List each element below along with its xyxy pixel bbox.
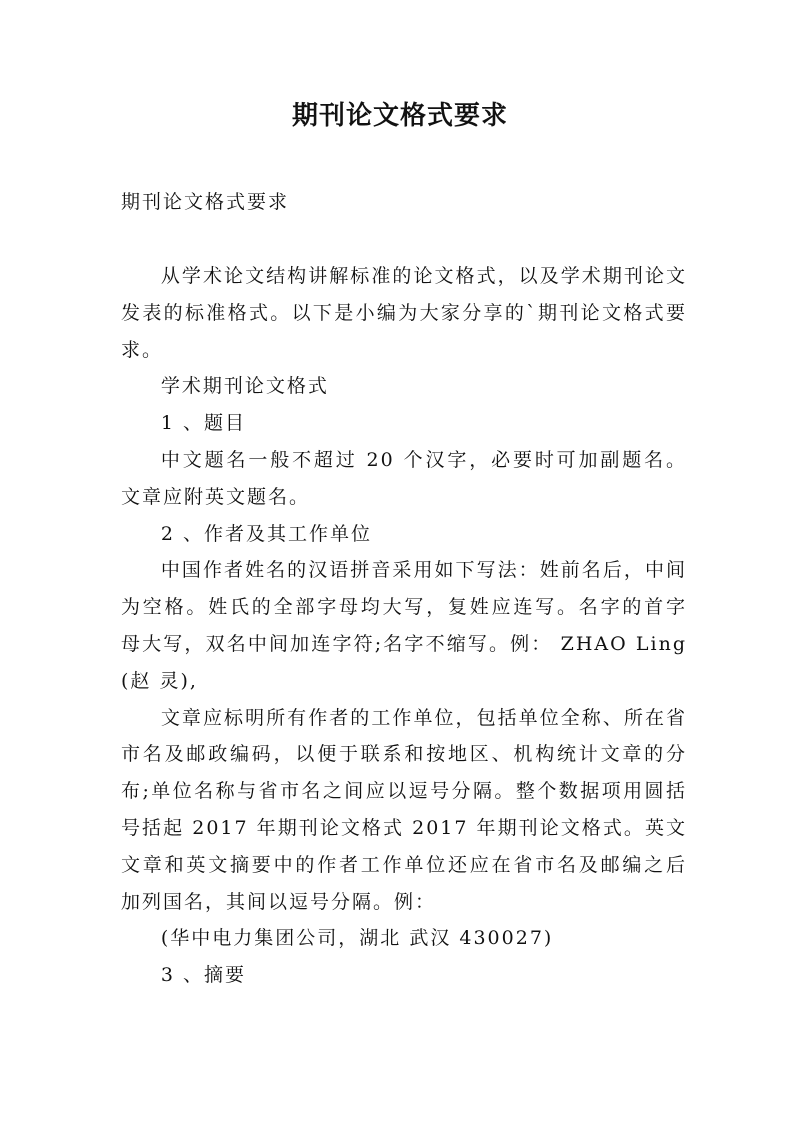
- heading-author-section: 2 、作者及其工作单位: [160, 522, 373, 545]
- heading-title-section: 1 、题目: [160, 412, 247, 435]
- heading-section-format: 学术期刊论文格式: [160, 375, 329, 398]
- document-subtitle: 期刊论文格式要求: [121, 191, 290, 213]
- heading-abstract-section: 3 、摘要: [160, 964, 247, 987]
- paragraph-author-affiliation: 文章应标明所有作者的工作单位，包括单位全称、所在省市名及邮政编码，以便于联系和按地区、机构统计文章的分布;单位名称与省市名之间应以逗号分隔。整个数据项用圆括号括起 2017 年期刊论文格式 2017 年期刊论文格式。英文文章和英文摘要中的作者工作单位还应在省市名及邮编之后加列国名，其间以逗号分隔。例：: [121, 706, 687, 913]
- document-title: 期刊论文格式要求: [291, 101, 508, 131]
- paragraph-title-rules: 中文题名一般不超过 20 个汉字，必要时可加副题名。文章应附英文题名。: [121, 448, 687, 508]
- paragraph-affiliation-example: (华中电力集团公司，湖北 武汉 430027): [160, 927, 554, 950]
- paragraph-intro: 从学术论文结构讲解标准的论文格式，以及学术期刊论文发表的标准格式。以下是小编为大家分享的`期刊论文格式要求。: [121, 265, 687, 361]
- document-body: [121, 258, 687, 994]
- paragraph-author-names: 中国作者姓名的汉语拼音采用如下写法：姓前名后，中间为空格。姓氏的全部字母均大写，复姓应连写。名字的首字母大写，双名中间加连字符;名字不缩写。例： ZHAO Ling (赵 灵),: [121, 559, 687, 692]
